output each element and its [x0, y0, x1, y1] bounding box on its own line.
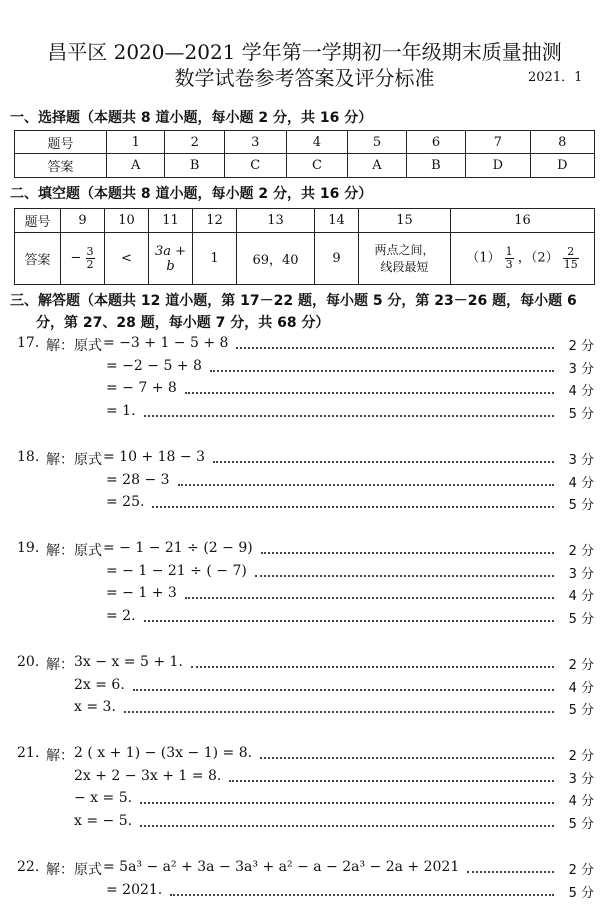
fraction	[563, 246, 579, 270]
math-expression: = 1.	[106, 402, 136, 419]
solution-line	[0, 745, 609, 767]
row-label: 答案	[15, 233, 61, 285]
question-number: 13	[237, 209, 315, 233]
section1-number-row	[15, 131, 595, 154]
leader-dots	[236, 335, 554, 349]
row-label: 题号	[15, 131, 107, 154]
score-label: 5 分	[568, 611, 594, 627]
problem-number: 20.	[17, 654, 40, 670]
answer-cell: C	[286, 154, 348, 178]
score-label: 3 分	[568, 771, 594, 787]
math-expression: = 25.	[106, 494, 145, 510]
solution-label: 解：	[46, 543, 74, 559]
score-label: 3 分	[568, 453, 594, 468]
problem-number: 22.	[17, 859, 40, 875]
score-label: 4 分	[568, 680, 594, 696]
math-expression: = 10 + 18 − 3	[103, 449, 205, 465]
leader-dots	[144, 608, 554, 622]
problem-number: 18.	[17, 449, 40, 465]
answer-cell-11: 3a + b	[149, 233, 193, 285]
doc-title-line1: 昌平区 2020—2021 学年第一学期初一年级期末质量抽测	[47, 40, 562, 64]
leader-dots	[152, 494, 554, 508]
answer-15-line1: 两点之间，	[374, 243, 435, 258]
score-label: 5 分	[568, 703, 594, 718]
score-label: 4 分	[568, 384, 594, 399]
solution-line	[0, 449, 609, 471]
section3-heading-line1: 三、解答题（本题共 12 道小题，第 17－22 题，每小题 5 分，第 23－26 题，每小题 6	[10, 293, 577, 309]
answer-cell: D	[466, 154, 530, 178]
solution-line	[0, 654, 609, 676]
expression-prefix: 原式	[74, 543, 102, 559]
part-label: ，（2）	[517, 251, 559, 266]
fraction	[86, 246, 95, 270]
score-label: 3 分	[568, 361, 594, 377]
solution-line	[0, 768, 609, 790]
solution-line	[0, 358, 609, 380]
leader-dots	[191, 654, 554, 668]
numerator: 2	[563, 246, 579, 259]
answer-15-line2: 线段最短	[380, 259, 429, 274]
leader-dots	[140, 813, 554, 827]
leader-dots	[140, 790, 554, 804]
leader-dots	[213, 449, 554, 463]
leader-dots	[185, 585, 554, 599]
question-number: 9	[61, 209, 105, 233]
leader-dots	[260, 745, 554, 759]
score-label: 4 分	[568, 589, 594, 604]
question-number: 14	[315, 209, 359, 233]
problem-number: 19.	[17, 540, 40, 556]
answer-cell-15	[359, 233, 451, 285]
answer-cell-16	[451, 233, 595, 285]
answer-cell-13: 69，40	[237, 233, 315, 285]
leader-dots	[144, 403, 554, 417]
doc-title-line2: 数学试卷参考答案及评分标准	[174, 66, 435, 90]
solution-line	[0, 882, 609, 904]
expression-prefix: 原式	[74, 452, 102, 468]
denominator: 3	[505, 258, 513, 271]
leader-dots	[255, 563, 554, 577]
section2-table	[14, 208, 595, 285]
answer-cell: B	[406, 154, 465, 178]
solution-line	[0, 608, 609, 630]
solution-line	[0, 540, 609, 562]
leader-dots	[229, 768, 554, 782]
question-number: 6	[406, 131, 465, 154]
leader-dots	[210, 358, 554, 372]
math-expression: = 5a³ − a² + 3a − 3a³ + a² − a − 2a³ − 2a + 2021	[103, 859, 460, 875]
solution-label: 解：	[46, 657, 74, 673]
score-label: 4 分	[568, 794, 594, 809]
solution-line	[0, 699, 609, 721]
math-expression: = 2021.	[106, 881, 163, 898]
solution-label: 解：	[46, 748, 74, 764]
section2-answer-row	[15, 233, 595, 285]
score-label: 5 分	[568, 816, 594, 832]
math-expression: = − 1 − 21 ÷ (2 − 9)	[103, 540, 253, 556]
section1-answer-row	[15, 154, 595, 178]
solution-line	[0, 380, 609, 402]
solution-label: 解：	[46, 338, 74, 354]
expression-prefix: 原式	[74, 862, 102, 878]
solution-line	[0, 403, 609, 425]
leader-dots	[170, 882, 554, 896]
math-expression: 3x − x = 5 + 1.	[74, 654, 183, 670]
solution-line	[0, 813, 609, 835]
leader-dots	[185, 380, 554, 394]
score-label: 5 分	[568, 885, 594, 901]
math-expression: = −3 + 1 − 5 + 8	[103, 335, 229, 351]
math-expression: x = 3.	[74, 699, 116, 715]
leader-dots	[133, 677, 554, 691]
question-number: 12	[193, 209, 237, 233]
part-label: （1）	[466, 251, 501, 266]
question-number: 16	[451, 209, 595, 233]
denominator: 2	[86, 258, 94, 271]
leader-dots	[178, 472, 554, 486]
solution-line	[0, 494, 609, 516]
score-label: 2 分	[568, 339, 594, 354]
question-number: 1	[107, 131, 165, 154]
solution-line	[0, 859, 609, 881]
leader-dots	[124, 699, 554, 713]
doc-date: 2021．1	[528, 70, 583, 85]
solution-line	[0, 790, 609, 812]
solution-line	[0, 585, 609, 607]
minus-sign: −	[70, 251, 82, 266]
question-number: 15	[359, 209, 451, 233]
question-number: 4	[286, 131, 348, 154]
section1-table	[14, 130, 595, 178]
score-label: 2 分	[568, 749, 594, 764]
question-number: 7	[466, 131, 530, 154]
denominator: 15	[563, 258, 578, 271]
score-label: 5 分	[568, 498, 594, 513]
solution-line	[0, 563, 609, 585]
leader-dots	[467, 859, 554, 873]
solution-label: 解：	[46, 452, 74, 468]
solution-line	[0, 472, 609, 494]
problem-number: 21.	[17, 745, 40, 761]
math-expression: x = − 5.	[74, 812, 133, 829]
question-number: 8	[530, 131, 594, 154]
question-number: 10	[105, 209, 149, 233]
solution-label: 解：	[46, 862, 74, 878]
question-number: 5	[348, 131, 406, 154]
problem-number: 17.	[17, 335, 40, 351]
question-number: 2	[165, 131, 224, 154]
math-expression: 2x = 6.	[74, 676, 125, 693]
answer-cell: A	[107, 154, 165, 178]
row-label: 题号	[15, 209, 61, 233]
question-number: 3	[224, 131, 286, 154]
answer-cell-12: 1	[193, 233, 237, 285]
math-expression: = − 7 + 8	[106, 380, 177, 396]
math-expression: = 28 − 3	[106, 471, 170, 488]
expression-prefix: 原式	[74, 338, 102, 354]
score-label: 2 分	[568, 544, 594, 559]
math-expression: = − 1 − 21 ÷ ( − 7)	[106, 562, 247, 579]
answer-cell: C	[224, 154, 286, 178]
section3-heading-line2: 分，第 27、28 题，每小题 7 分，共 68 分）	[36, 315, 330, 331]
math-expression: = 2.	[106, 607, 136, 624]
answer-cell: A	[348, 154, 406, 178]
math-expression: 2x + 2 − 3x + 1 = 8.	[74, 767, 222, 784]
score-label: 5 分	[568, 406, 594, 422]
question-number: 11	[149, 209, 193, 233]
fraction	[505, 246, 514, 270]
score-label: 2 分	[568, 658, 594, 673]
answer-cell: D	[530, 154, 594, 178]
section1-heading: 一、选择题（本题共 8 道小题，每小题 2 分，共 16 分）	[10, 110, 373, 126]
answer-cell-9	[61, 233, 105, 285]
answer-cell: B	[165, 154, 224, 178]
section2-heading: 二、填空题（本题共 8 道小题，每小题 2 分，共 16 分）	[10, 186, 373, 202]
solution-line	[0, 335, 609, 357]
math-expression: 2 ( x + 1) − (3x − 1) = 8.	[74, 745, 253, 761]
solution-line	[0, 677, 609, 699]
numerator: 1	[505, 245, 513, 259]
math-expression: − x = 5.	[74, 790, 133, 806]
score-label: 4 分	[568, 475, 594, 491]
math-expression: = − 1 + 3	[106, 585, 177, 601]
numerator: 3	[86, 245, 94, 259]
answer-cell-14: 9	[315, 233, 359, 285]
section2-number-row	[15, 209, 595, 233]
score-label: 2 分	[568, 863, 594, 878]
row-label: 答案	[15, 154, 107, 178]
answer-cell-10: <	[105, 233, 149, 285]
score-label: 3 分	[568, 566, 594, 582]
math-expression: = −2 − 5 + 8	[106, 357, 202, 374]
leader-dots	[261, 540, 554, 554]
